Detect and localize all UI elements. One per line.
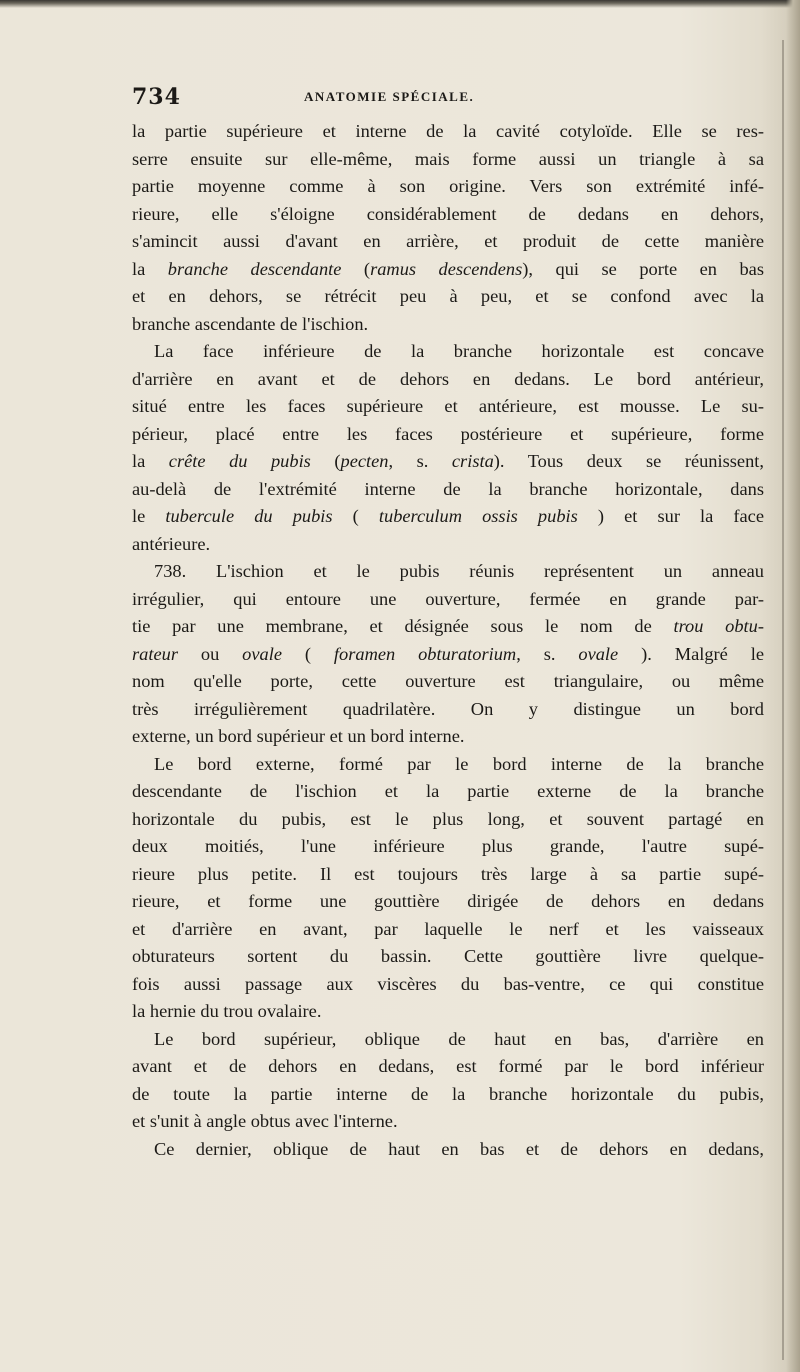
- italic-term: tuberculum ossis pubis: [378, 506, 578, 526]
- text-segment: de toute la partie interne de la branche horizontale du pubis,: [132, 1083, 764, 1104]
- text-line: [132, 366, 764, 394]
- text-line: [132, 201, 764, 229]
- text-segment: rieure plus petite. Il est toujours très large à sa partie supé-: [132, 863, 764, 884]
- text-segment: situé entre les faces supérieure et antérieure, est mousse. Le su-: [132, 396, 764, 416]
- text-segment: ou: [177, 643, 243, 664]
- text-segment: ) et sur la face: [577, 506, 765, 526]
- text-line: [132, 531, 764, 559]
- text-segment: rieure, elle s'éloigne considérablement de dedans en dehors,: [132, 203, 764, 224]
- text-segment: la: [132, 258, 168, 279]
- text-segment: descendante de l'ischion et la partie externe de la branche: [132, 781, 764, 801]
- text-segment: nom qu'elle porte, cette ouverture est triangulaire, ou même: [132, 671, 764, 691]
- text-line: [132, 1081, 764, 1109]
- text-segment: 738. L'ischion et le pubis réunis représentent un anneau: [154, 561, 764, 581]
- text-line: [132, 1136, 764, 1164]
- text-line: [132, 503, 764, 531]
- page-top-shadow: [0, 0, 800, 8]
- italic-term: crête du pubis: [168, 451, 311, 471]
- text-segment: d'arrière en avant et de dehors en dedans. Le bord antérieur,: [132, 368, 764, 389]
- text-segment: le: [132, 506, 166, 526]
- text-segment: rieure, et forme une gouttière dirigée de dehors en dedans: [132, 891, 764, 911]
- text-segment: avant et de dehors en dedans, est formé par le bord inférieur: [132, 1056, 764, 1076]
- text-segment: et en dehors, se rétrécit peu à peu, et se confond avec la: [132, 286, 764, 306]
- text-line: [132, 311, 764, 339]
- text-line: [132, 696, 764, 724]
- page-header: [132, 84, 760, 110]
- body-text: [132, 118, 764, 1163]
- text-segment: très irrégulièrement quadrilatère. On y distingue un bord: [132, 698, 764, 719]
- page-gutter-shadow: [786, 0, 800, 1372]
- text-segment: branche ascendante de l'ischion.: [132, 313, 369, 334]
- text-segment: externe, un bord supérieur et un bord interne.: [132, 726, 465, 746]
- text-line: [132, 586, 764, 614]
- text-segment: ), qui se porte en bas: [522, 258, 764, 279]
- text-line: [132, 641, 764, 669]
- text-segment: tie par une membrane, et désignée sous le nom de: [132, 616, 674, 636]
- italic-term: crista: [451, 451, 494, 471]
- text-line: [132, 283, 764, 311]
- text-line: [132, 833, 764, 861]
- text-line: [132, 806, 764, 834]
- text-segment: fois aussi passage aux viscères du bas-ventre, ce qui constitue: [132, 973, 764, 994]
- text-line: [132, 118, 764, 146]
- text-segment: (: [310, 451, 341, 471]
- italic-term: rateur: [132, 643, 178, 664]
- text-segment: la partie supérieure et interne de la cavité cotyloïde. Elle se res-: [132, 121, 764, 141]
- text-line: [132, 998, 764, 1026]
- text-segment: la hernie du trou ovalaire.: [132, 1001, 322, 1021]
- text-line: [132, 613, 764, 641]
- text-segment: , s.: [388, 451, 452, 471]
- text-segment: la: [132, 451, 169, 471]
- text-segment: serre ensuite sur elle-même, mais forme aussi un triangle à sa: [132, 148, 764, 169]
- text-segment: horizontale du pubis, est le plus long, et souvent partagé en: [132, 808, 764, 829]
- text-segment: Le bord supérieur, oblique de haut en bas, d'arrière en: [154, 1028, 764, 1049]
- text-segment: s'amincit aussi d'avant en arrière, et produit de cette manière: [132, 231, 764, 251]
- text-line: [132, 173, 764, 201]
- text-segment: (: [332, 506, 379, 526]
- text-line: [132, 916, 764, 944]
- text-line: [132, 1026, 764, 1054]
- page-edge-line: [782, 40, 784, 1360]
- text-line: [132, 558, 764, 586]
- text-segment: ). Tous deux se réunissent,: [493, 451, 764, 471]
- text-line: [132, 751, 764, 779]
- text-segment: La face inférieure de la branche horizontale est concave: [154, 341, 764, 361]
- text-segment: ). Malgré le: [618, 643, 764, 664]
- text-segment: et s'unit à angle obtus avec l'interne.: [132, 1111, 398, 1131]
- italic-term: foramen obturatorium: [333, 643, 517, 664]
- text-line: [132, 476, 764, 504]
- text-segment: obturateurs sortent du bassin. Cette gouttière livre quelque-: [132, 946, 764, 966]
- text-line: [132, 971, 764, 999]
- text-segment: Le bord externe, formé par le bord interne de la branche: [154, 753, 764, 774]
- page-number: 734: [132, 84, 181, 110]
- text-segment: (: [341, 258, 371, 279]
- text-line: [132, 228, 764, 256]
- text-line: [132, 943, 764, 971]
- text-segment: périeur, placé entre les faces postérieure et supérieure, forme: [132, 423, 764, 444]
- text-segment: et d'arrière en avant, par laquelle le nerf et les vaisseaux: [132, 918, 764, 939]
- text-line: [132, 256, 764, 284]
- text-line: [132, 778, 764, 806]
- italic-term: tubercule du pubis: [165, 506, 333, 526]
- text-segment: Ce dernier, oblique de haut en bas et de dehors en dedans,: [154, 1138, 764, 1159]
- text-line: [132, 861, 764, 889]
- italic-term: ovale: [578, 643, 619, 664]
- italic-term: pecten: [340, 451, 389, 471]
- text-line: [132, 393, 764, 421]
- text-segment: antérieure.: [132, 533, 211, 554]
- text-segment: deux moitiés, l'une inférieure plus grande, l'autre supé-: [132, 836, 764, 856]
- italic-term: ramus descendens: [370, 258, 523, 279]
- italic-term: ovale: [242, 643, 282, 664]
- text-segment: irrégulier, qui entoure une ouverture, fermée en grande par-: [132, 588, 764, 609]
- text-line: [132, 888, 764, 916]
- text-segment: au-delà de l'extrémité interne de la branche horizontale, dans: [132, 478, 764, 499]
- text-segment: (: [282, 643, 334, 664]
- text-line: [132, 668, 764, 696]
- text-line: [132, 421, 764, 449]
- italic-term: trou obtu-: [673, 616, 764, 636]
- text-line: [132, 1053, 764, 1081]
- text-segment: partie moyenne comme à son origine. Vers son extrémité infé-: [132, 176, 764, 196]
- running-head: ANATOMIE SPÉCIALE.: [304, 89, 475, 104]
- text-segment: , s.: [516, 643, 579, 664]
- text-line: [132, 723, 764, 751]
- text-line: [132, 1108, 764, 1136]
- text-line: [132, 448, 764, 476]
- text-line: [132, 146, 764, 174]
- text-line: [132, 338, 764, 366]
- italic-term: branche descendante: [167, 258, 342, 279]
